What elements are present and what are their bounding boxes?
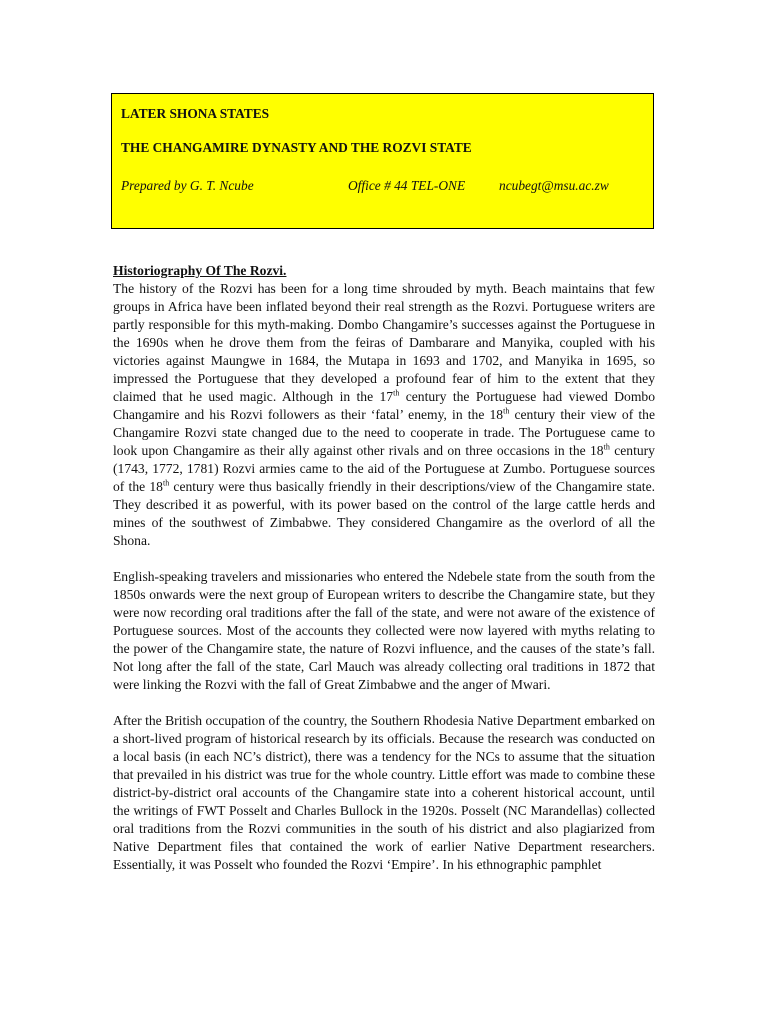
email-address[interactable]: ncubegt@msu.ac.zw	[499, 178, 609, 193]
title-banner	[111, 93, 654, 229]
superscript-th: th	[503, 406, 510, 416]
paragraph-1-text-e: century were thus basically friendly in their descriptions/view of the Changamire state. They described it as powerful, with its power based on the control of the large cattle herds and mines of the southwest of Zimbabwe. They considered Changamire as the overlord of all the Shona.	[113, 479, 656, 548]
topic-title: THE CHANGAMIRE DYNASTY AND THE ROZVI STATE	[121, 140, 472, 155]
paragraph-1-text-c: century their view of the Changamire Rozvi state changed due to the need to cooperate in trade. The Portuguese came to look upon Changamire as their ally against other rivals and on three occasions in the 18	[113, 407, 655, 458]
paragraph-1-text-a: The history of the Rozvi has been for a long time shrouded by myth. Beach maintains that few groups in Africa have been inflated beyond their real strength as the Rozvi. Portuguese writers are partly responsible for this myth-making. Dombo Changamire’s successes against the Portuguese in the 1690s when he drove them from the feiras of Dambarare and Manyika, coupled with his victories against Maungwe in 1684, the Mutapa in 1693 and 1702, and Manyika in 1695, so impressed the Portuguese that they developed a profound fear of him to the extent that they claimed that he used magic. Although in the 17	[113, 281, 655, 404]
paragraph-1-text-d: century (1743, 1772, 1781) Rozvi armies came to the aid of the Portuguese at Zumbo. Portuguese sources of the 18	[113, 443, 655, 494]
course-title: LATER SHONA STATES	[121, 106, 270, 121]
section-heading: Historiography Of The Rozvi.	[113, 263, 287, 278]
superscript-th: th	[393, 388, 400, 398]
prepared-by: Prepared by G. T. Ncube	[121, 178, 254, 193]
paragraph-1-text-b: century the Portuguese had viewed Dombo Changamire and his Rozvi followers as their ‘fatal’ enemy, in the 18	[113, 389, 655, 422]
paragraph-1	[113, 280, 655, 550]
paragraph-3: After the British occupation of the country, the Southern Rhodesia Native Department embarked on a short-lived program of historical research by its officials. Because the research was conducted on a local basis (in each NC’s district), there was a tendency for the NCs to assume that the situation that prevailed in his district was true for the whole country. Little effort was made to combine these district-by-district oral accounts of the Changamire state into a coherent historical account, until the writings of FWT Posselt and Charles Bullock in the 1920s. Posselt (NC Marandellas) collected oral traditions from the Rozvi communities in the south of his district and also plagiarized from Native Department files that contained the work of earlier Native Department researchers. Essentially, it was Posselt who founded the Rozvi ‘Empire’. In his ethnographic pamphlet	[113, 713, 655, 872]
superscript-th: th	[603, 442, 610, 452]
paragraph-2: English-speaking travelers and missionaries who entered the Ndebele state from the south from the 1850s onwards were the next group of European writers to describe the Changamire state, but they were now recording oral traditions after the fall of the state, and were not aware of the existence of Portuguese sources. Most of the accounts they collected were now layered with myths relating to the power of the Changamire state, the nature of Rozvi influence, and the causes of the state’s fall. Not long after the fall of the state, Carl Mauch was already collecting oral traditions in 1872 that were linking the Rozvi with the fall of Great Zimbabwe and the anger of Mwari.	[113, 569, 655, 692]
superscript-th: th	[162, 478, 170, 488]
office-info: Office # 44 TEL-ONE	[348, 178, 466, 193]
document-body	[113, 262, 655, 874]
